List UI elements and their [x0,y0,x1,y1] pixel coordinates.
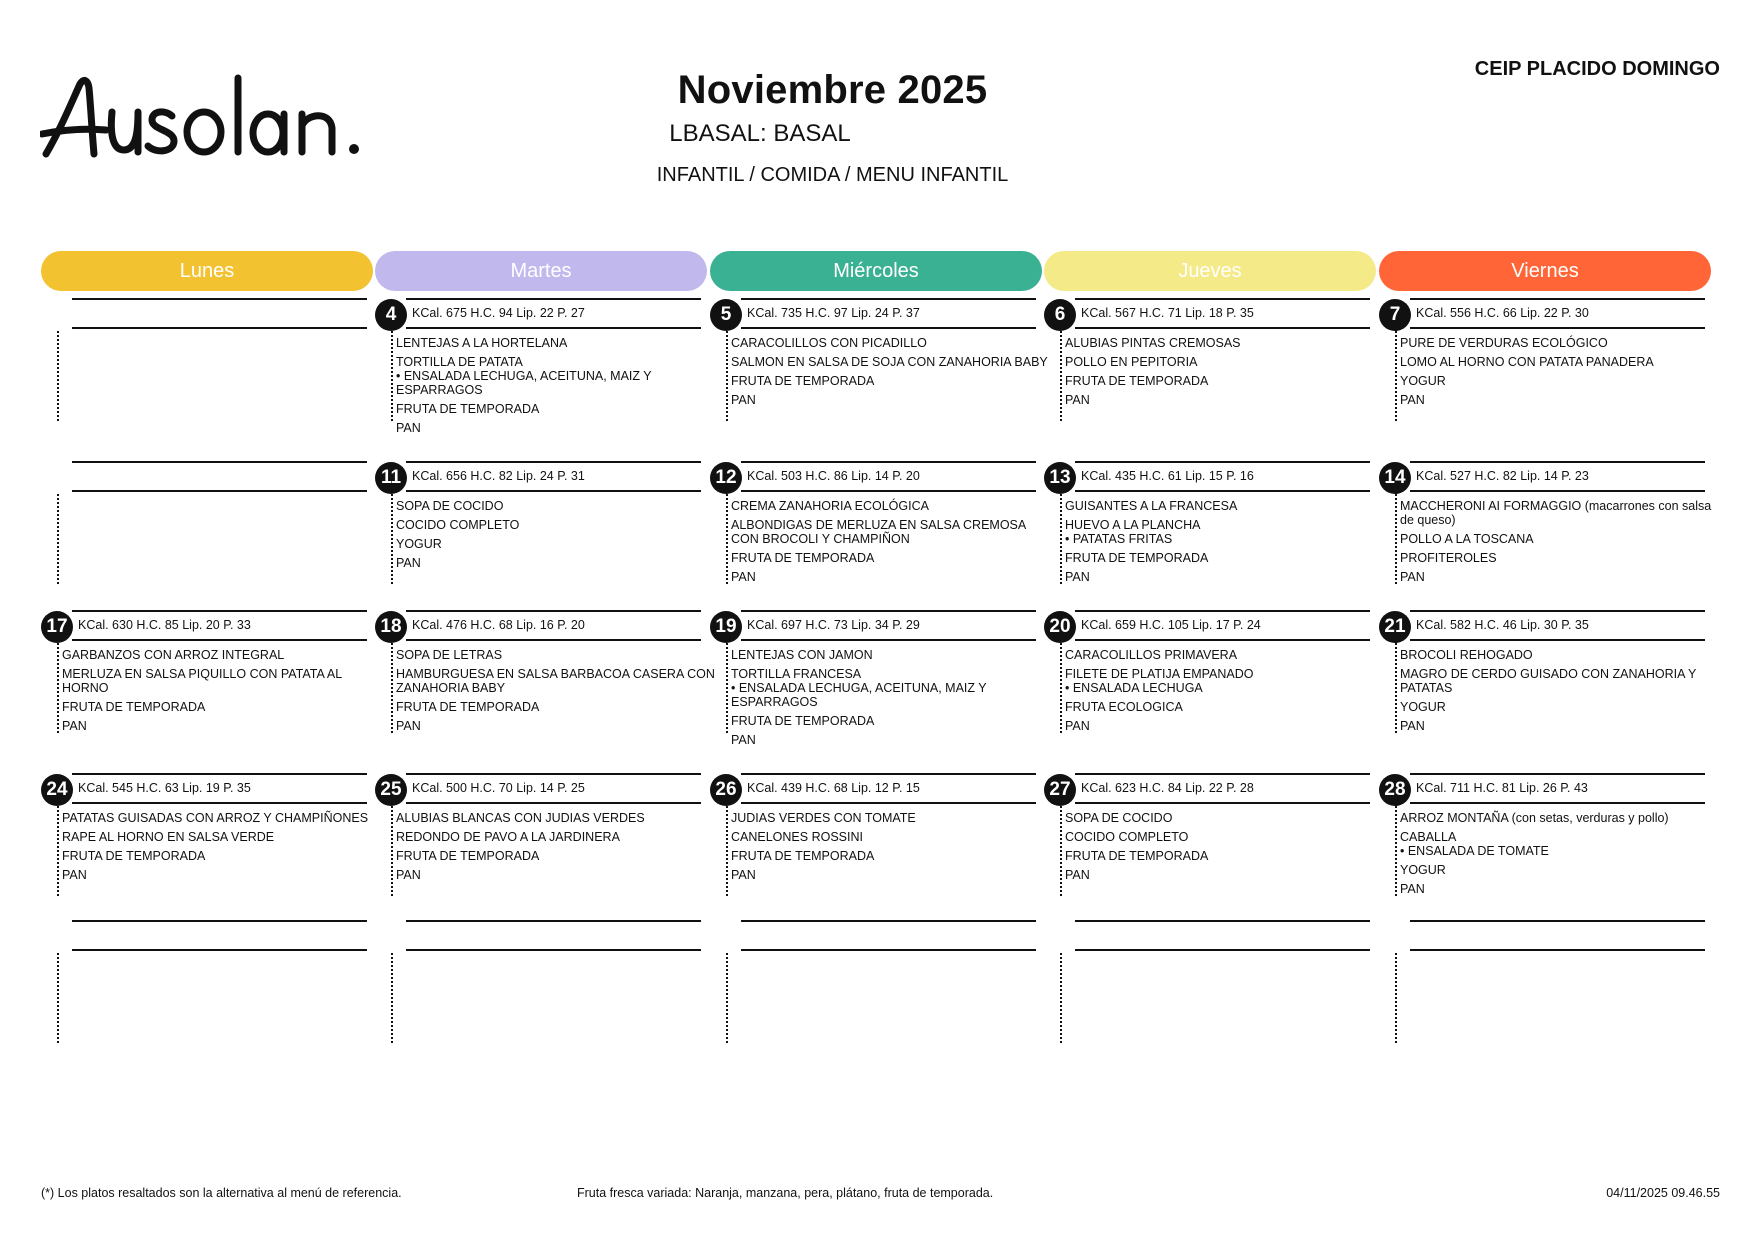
nutrition-info: KCal. 697 H.C. 73 Lip. 34 P. 29 [747,618,920,632]
day-cell [710,773,1044,923]
cell-top-rule [1075,773,1370,775]
dish-item: PAN [396,868,421,882]
cell-header-rule [1075,949,1370,951]
dish-item: PAN [1065,868,1090,882]
footer-fruit-note: Fruta fresca variada: Naranja, manzana, pera, plátano, fruta de temporada. [577,1186,994,1200]
cell-header-rule [406,802,701,804]
nutrition-info: KCal. 545 H.C. 63 Lip. 19 P. 35 [78,781,251,795]
dish-item: FRUTA ECOLOGICA [1065,700,1183,714]
cell-dotted-separator [1395,331,1397,421]
cell-header-rule [1075,802,1370,804]
dish-item: POLLO EN PEPITORIA [1065,355,1198,369]
cell-top-rule [1410,773,1705,775]
cell-dotted-separator [1395,494,1397,584]
day-cell [1379,610,1713,760]
dish-item: PAN [1400,393,1425,407]
day-number-badge: 18 [375,611,407,643]
dish-item: MERLUZA EN SALSA PIQUILLO CON PATATA AL HORNO [62,667,342,695]
cell-header-rule [406,490,701,492]
nutrition-info: KCal. 556 H.C. 66 Lip. 22 P. 30 [1416,306,1589,320]
dish-item: SOPA DE COCIDO [1065,811,1173,825]
day-number-badge: 11 [375,462,407,494]
nutrition-info: KCal. 503 H.C. 86 Lip. 14 P. 20 [747,469,920,483]
cell-dotted-separator [1060,494,1062,584]
day-number-badge: 24 [41,774,73,806]
day-cell [1379,298,1713,448]
day-cell [41,773,375,923]
empty-day-cell [375,920,709,1070]
cell-header-rule [1075,327,1370,329]
dish-item: • ENSALADA LECHUGA, ACEITUNA, MAIZ Y ESPARRAGOS [396,369,652,397]
nutrition-info: KCal. 500 H.C. 70 Lip. 14 P. 25 [412,781,585,795]
dish-item: PAN [731,570,756,584]
footer-note: (*) Los platos resaltados son la alternativa al menú de referencia. [41,1186,402,1200]
cell-top-rule [72,920,367,922]
dish-list [396,499,716,575]
day-cell [375,298,709,448]
empty-day-cell [41,461,375,611]
nutrition-info: KCal. 527 H.C. 82 Lip. 14 P. 23 [1416,469,1589,483]
day-number-badge: 7 [1379,299,1411,331]
day-header-viernes: Viernes [1379,251,1711,291]
day-number-badge: 28 [1379,774,1411,806]
cell-dotted-separator [391,953,393,1043]
dish-list [731,336,1051,412]
dish-item: FRUTA DE TEMPORADA [62,849,206,863]
day-cell [1044,773,1378,923]
dish-item: PAN [62,719,87,733]
dish-item: PAN [396,421,421,435]
dish-list [731,811,1051,887]
cell-header-rule [72,490,367,492]
day-header-jueves: Jueves [1044,251,1376,291]
cell-header-rule [406,327,701,329]
cell-dotted-separator [726,331,728,421]
cell-header-rule [72,949,367,951]
dish-item: CARACOLILLOS PRIMAVERA [1065,648,1238,662]
nutrition-info: KCal. 582 H.C. 46 Lip. 30 P. 35 [1416,618,1589,632]
dish-list [1400,648,1720,738]
dish-list [1065,499,1385,589]
cell-header-rule [741,639,1036,641]
cell-header-rule [72,327,367,329]
dish-item: FRUTA DE TEMPORADA [396,849,540,863]
cell-header-rule [406,949,701,951]
dish-item: • PATATAS FRITAS [1065,532,1173,546]
empty-day-cell [41,920,375,1070]
cell-dotted-separator [57,953,59,1043]
dish-item: PAN [62,868,87,882]
cell-header-rule [406,639,701,641]
dish-item: POLLO A LA TOSCANA [1400,532,1534,546]
cell-header-rule [72,802,367,804]
dish-item: GUISANTES A LA FRANCESA [1065,499,1238,513]
cell-top-rule [1075,610,1370,612]
dish-item: PATATAS GUISADAS CON ARROZ Y CHAMPIÑONES [62,811,369,825]
cell-header-rule [1075,639,1370,641]
day-cell [710,461,1044,611]
nutrition-info: KCal. 675 H.C. 94 Lip. 22 P. 27 [412,306,585,320]
dish-item: LOMO AL HORNO CON PATATA PANADERA [1400,355,1654,369]
dish-item: YOGUR [1400,374,1446,388]
cell-dotted-separator [57,643,59,733]
dish-item: HUEVO A LA PLANCHA [1065,518,1201,532]
footer-timestamp: 04/11/2025 09.46.55 [1606,1186,1720,1200]
cell-dotted-separator [1395,643,1397,733]
cell-top-rule [406,461,701,463]
day-cell [1379,773,1713,923]
dish-item: YOGUR [1400,700,1446,714]
dish-list [62,648,382,738]
dish-item: YOGUR [396,537,442,551]
day-cell [710,610,1044,760]
nutrition-info: KCal. 623 H.C. 84 Lip. 22 P. 28 [1081,781,1254,795]
cell-dotted-separator [57,806,59,896]
dish-item: MACCHERONI AI FORMAGGIO (macarrones con salsa de queso) [1400,499,1712,527]
cell-dotted-separator [726,643,728,733]
cell-header-rule [1410,802,1705,804]
dish-item: FRUTA DE TEMPORADA [731,714,875,728]
day-number-badge: 12 [710,462,742,494]
cell-top-rule [1075,461,1370,463]
dish-item: • ENSALADA LECHUGA [1065,681,1203,695]
dish-item: COCIDO COMPLETO [1065,830,1189,844]
dish-item: REDONDO DE PAVO A LA JARDINERA [396,830,620,844]
cell-dotted-separator [391,643,393,733]
dish-list [1065,811,1385,887]
dish-item: • ENSALADA DE TOMATE [1400,844,1549,858]
day-cell [1044,461,1378,611]
diet-label: LBASAL: BASAL [669,120,851,147]
dish-item: LENTEJAS A LA HORTELANA [396,336,568,350]
dish-item: CREMA ZANAHORIA ECOLÓGICA [731,499,929,513]
cell-top-rule [72,610,367,612]
cell-header-rule [1410,639,1705,641]
cell-top-rule [1410,920,1705,922]
dish-item: FRUTA DE TEMPORADA [731,551,875,565]
dish-item: FRUTA DE TEMPORADA [1065,849,1209,863]
dish-item: FRUTA DE TEMPORADA [1065,551,1209,565]
cell-top-rule [406,773,701,775]
cell-top-rule [1075,920,1370,922]
dish-item: YOGUR [1400,863,1446,877]
dish-item: PAN [1065,393,1090,407]
cell-top-rule [741,461,1036,463]
day-number-badge: 19 [710,611,742,643]
dish-list [1400,336,1720,412]
dish-item: CARACOLILLOS CON PICADILLO [731,336,927,350]
day-cell [41,610,375,760]
day-cell [375,461,709,611]
day-number-badge: 4 [375,299,407,331]
cell-top-rule [741,773,1036,775]
day-number-badge: 26 [710,774,742,806]
nutrition-info: KCal. 435 H.C. 61 Lip. 15 P. 16 [1081,469,1254,483]
dish-item: FRUTA DE TEMPORADA [731,849,875,863]
cell-top-rule [741,610,1036,612]
dish-item: TORTILLA FRANCESA [731,667,862,681]
cell-header-rule [1410,327,1705,329]
day-header-miercoles: Miércoles [710,251,1042,291]
dish-item: PAN [1065,719,1090,733]
day-number-badge: 25 [375,774,407,806]
cell-dotted-separator [1060,643,1062,733]
nutrition-info: KCal. 439 H.C. 68 Lip. 12 P. 15 [747,781,920,795]
day-cell [375,773,709,923]
day-cell [375,610,715,760]
dish-item: FRUTA DE TEMPORADA [396,402,540,416]
dish-item: PAN [1065,570,1090,584]
dish-item: FRUTA DE TEMPORADA [396,700,540,714]
cell-top-rule [72,461,367,463]
dish-item: PAN [731,393,756,407]
nutrition-info: KCal. 735 H.C. 97 Lip. 24 P. 37 [747,306,920,320]
cell-top-rule [406,920,701,922]
day-number-badge: 13 [1044,462,1076,494]
dish-list [1400,811,1720,901]
dish-item: SOPA DE COCIDO [396,499,504,513]
dish-item: RAPE AL HORNO EN SALSA VERDE [62,830,275,844]
day-cell [1044,298,1378,448]
day-number-badge: 6 [1044,299,1076,331]
empty-day-cell [710,920,1044,1070]
cell-dotted-separator [1060,953,1062,1043]
school-name: CEIP PLACIDO DOMINGO [1474,58,1720,80]
nutrition-info: KCal. 630 H.C. 85 Lip. 20 P. 33 [78,618,251,632]
day-cell [710,298,1048,448]
dish-item: PROFITEROLES [1400,551,1497,565]
dish-item: LENTEJAS CON JAMON [731,648,873,662]
cell-top-rule [1410,610,1705,612]
day-header-lunes: Lunes [41,251,373,291]
cell-top-rule [1410,461,1705,463]
day-header-martes: Martes [375,251,707,291]
cell-dotted-separator [57,494,59,584]
cell-dotted-separator [726,953,728,1043]
dish-item: PAN [1400,719,1425,733]
cell-dotted-separator [1060,806,1062,896]
cell-dotted-separator [57,331,59,421]
cell-top-rule [741,920,1036,922]
cell-header-rule [72,639,367,641]
dish-list [731,499,1051,589]
day-number-badge: 27 [1044,774,1076,806]
dish-item: ALUBIAS BLANCAS CON JUDIAS VERDES [396,811,645,825]
empty-day-cell [41,298,375,448]
day-number-badge: 17 [41,611,73,643]
day-cell [1044,610,1378,760]
dish-list [731,648,1051,752]
dish-item: PAN [731,868,756,882]
dish-item: PURE DE VERDURAS ECOLÓGICO [1400,336,1608,350]
cell-dotted-separator [391,331,393,421]
dish-item: ALBONDIGAS DE MERLUZA EN SALSA CREMOSA CON BROCOLI Y CHAMPIÑON [731,518,1026,546]
dish-list [1065,336,1385,412]
dish-item: MAGRO DE CERDO GUISADO CON ZANAHORIA Y PATATAS [1400,667,1697,695]
dish-item: CABALLA [1400,830,1457,844]
cell-top-rule [72,298,367,300]
dish-item: HAMBURGUESA EN SALSA BARBACOA CASERA CON ZANAHORIA BABY [396,667,715,695]
cell-header-rule [741,802,1036,804]
dish-item: PAN [396,556,421,570]
cell-top-rule [1075,298,1370,300]
dish-item: FRUTA DE TEMPORADA [62,700,206,714]
dish-item: TORTILLA DE PATATA [396,355,523,369]
dish-list [396,336,716,440]
dish-item: FILETE DE PLATIJA EMPANADO [1065,667,1254,681]
dish-item: ARROZ MONTAÑA (con setas, verduras y pollo) [1400,811,1669,825]
dish-item: SALMON EN SALSA DE SOJA CON ZANAHORIA BABY [731,355,1048,369]
cell-dotted-separator [391,806,393,896]
cell-top-rule [1410,298,1705,300]
day-number-badge: 20 [1044,611,1076,643]
empty-day-cell [1044,920,1378,1070]
dish-item: PAN [1400,570,1425,584]
cell-header-rule [1075,490,1370,492]
cell-dotted-separator [391,494,393,584]
nutrition-info: KCal. 711 H.C. 81 Lip. 26 P. 43 [1416,781,1588,795]
dish-item: PAN [396,719,421,733]
cell-dotted-separator [1395,806,1397,896]
dish-item: • ENSALADA LECHUGA, ACEITUNA, MAIZ Y ESPARRAGOS [731,681,987,709]
service-label: INFANTIL / COMIDA / MENU INFANTIL [656,164,1009,186]
day-number-badge: 21 [1379,611,1411,643]
dish-item: JUDIAS VERDES CON TOMATE [731,811,916,825]
dish-list [62,811,382,887]
cell-header-rule [741,490,1036,492]
day-cell [1379,461,1713,611]
cell-top-rule [406,610,701,612]
dish-list [396,648,716,738]
dish-list [396,811,716,887]
cell-dotted-separator [1395,953,1397,1043]
dish-item: COCIDO COMPLETO [396,518,520,532]
cell-header-rule [741,949,1036,951]
dish-item: ALUBIAS PINTAS CREMOSAS [1065,336,1241,350]
nutrition-info: KCal. 567 H.C. 71 Lip. 18 P. 35 [1081,306,1254,320]
day-number-badge: 5 [710,299,742,331]
nutrition-info: KCal. 659 H.C. 105 Lip. 17 P. 24 [1081,618,1261,632]
dish-list [1065,648,1385,738]
dish-item: CANELONES ROSSINI [731,830,863,844]
empty-day-cell [1379,920,1713,1070]
dish-item: PAN [731,733,756,747]
dish-item: BROCOLI REHOGADO [1400,648,1533,662]
dish-item: GARBANZOS CON ARROZ INTEGRAL [62,648,285,662]
nutrition-info: KCal. 656 H.C. 82 Lip. 24 P. 31 [412,469,585,483]
cell-top-rule [72,773,367,775]
dish-item: FRUTA DE TEMPORADA [731,374,875,388]
cell-top-rule [741,298,1036,300]
day-number-badge: 14 [1379,462,1411,494]
cell-header-rule [741,327,1036,329]
cell-top-rule [406,298,701,300]
cell-header-rule [1410,949,1705,951]
cell-dotted-separator [726,494,728,584]
cell-dotted-separator [726,806,728,896]
nutrition-info: KCal. 476 H.C. 68 Lip. 16 P. 20 [412,618,585,632]
dish-item: FRUTA DE TEMPORADA [1065,374,1209,388]
cell-header-rule [1410,490,1705,492]
dish-item: PAN [1400,882,1425,896]
dish-list [1400,499,1720,589]
page-title: Noviembre 2025 [677,68,988,112]
dish-item: SOPA DE LETRAS [396,648,503,662]
cell-dotted-separator [1060,331,1062,421]
